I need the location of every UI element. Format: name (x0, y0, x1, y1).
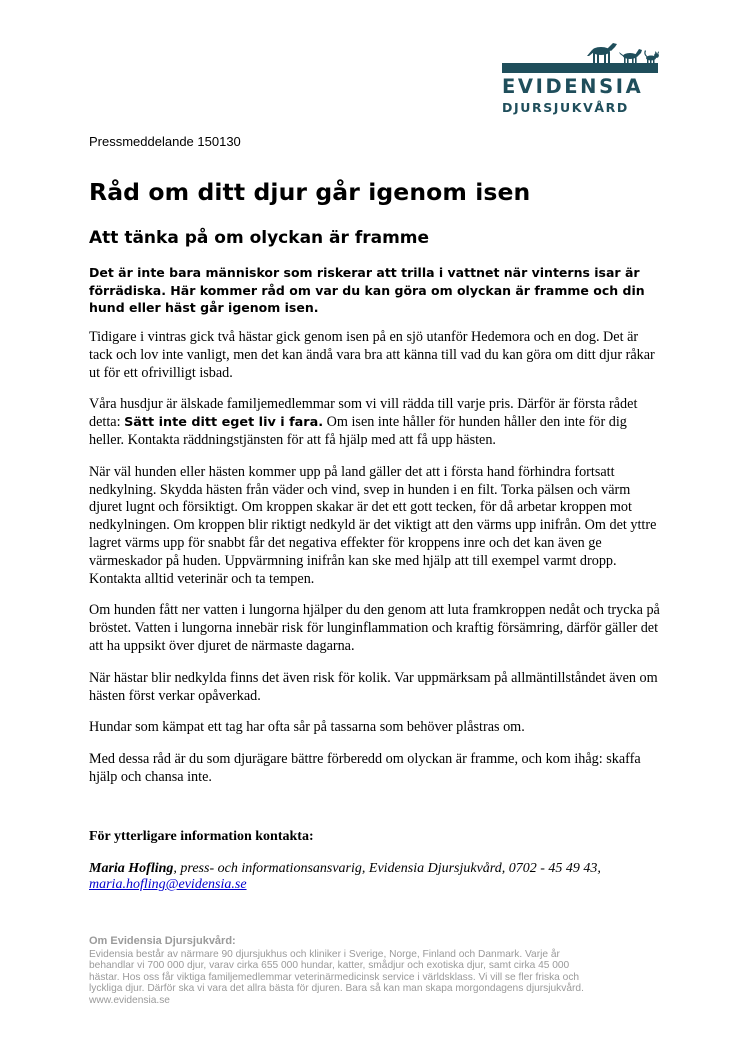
lead-paragraph: Det är inte bara människor som riskerar att trilla i vattnet när vinterns isar är förrädiska. Här kommer råd om var du kan göra om olyckan är framme och din hund eller häst går igenom isen. (89, 265, 645, 315)
page-title: Råd om ditt djur går igenom isen (89, 178, 531, 206)
footer-heading: Om Evidensia Djursjukvård: (89, 935, 236, 947)
contact-details: , press- och informationsansvarig, Evidensia Djursjukvård, 0702 - 45 49 43, (173, 861, 601, 876)
footer-line: lyckliga djur. Därför ska vi vara det allra bästa för djuren. Bara så kan man skapa morgondagens djursjukvård. (89, 983, 584, 995)
footer-url[interactable]: www.evidensia.se (89, 994, 170, 1006)
footer-line: behandlar vi 700 000 djur, varav cirka 655 000 hundar, katter, smådjur och exotiska djur, samt cirka 45 000 (89, 960, 570, 972)
paragraph-3: När väl hunden eller hästen kommer upp på land gäller det att i första hand förhindra fortsatt nedkylning. Skydda hästen från väder och vind, svep in hunden i en filt. Torka pälsen och värm djuret lugnt och försiktigt. Om kroppen skakar är det ett gott tecken, för då arbetar kroppen mot nedkylningen. Om kroppen blir riktigt nedkyld är det viktigt att den värms upp inifrån. Om det yttre lagret värms upp för snabbt får det negativa effekter för kroppens inre och det kan även ge värmeskador på huden. Uppvärmning inifrån kan ske med hjälp att till exempel varmt dropp. Kontakta alltid veterinär och ta tempen. (89, 463, 657, 587)
page-subtitle: Att tänka på om olyckan är framme (89, 228, 430, 248)
article-body (89, 329, 661, 801)
contact-heading: För ytterligare information kontakta: (89, 829, 314, 844)
contact-email-link[interactable]: maria.hofling@evidensia.se (89, 877, 247, 892)
footer-about (89, 936, 659, 1007)
paragraph-4: Om hunden fått ner vatten i lungorna hjälper du den genom att luta framkroppen nedåt och trycka på bröstet. Vatten i lungorna innebär risk för lunginflammation och kraftig försämring, därför gäller det att ha uppsikt över djuret de närmaste dagarna. (89, 602, 660, 654)
paragraph-1: Tidigare i vintras gick två hästar gick genom isen på en sjö utanför Hedemora och en dog. Det är tack och lov inte vanligt, men det kan ändå vara bra att känna till vad du kan göra om ditt djur råkar ut för ett ofrivilligt isbad. (89, 329, 655, 381)
footer-line: Evidensia består av närmare 90 djursjukhus och kliniker i Sverige, Norge, Finland och Danmark. Varje år (89, 948, 560, 960)
paragraph-2-rest: Om isen inte håller för hunden håller den inte för dig heller. Kontakta räddningstjänsten för att få hjälp med att få upp hästen. (89, 414, 627, 448)
contact-name: Maria Hofling (89, 861, 174, 876)
paragraph-5: När hästar blir nedkylda finns det även risk för kolik. Var uppmärksam på allmäntillståndet även om hästen först verkar opåverkad. (89, 669, 658, 704)
paragraph-2 (89, 396, 661, 449)
footer-line: hästar. Hos oss får viktiga familjemedlemmar veterinärmedicinsk service i världsklass. Vi vill se fler friska och (89, 971, 580, 983)
paragraph-2-intro: Våra husdjur är älskade familjemedlemmar som vi vill rädda till varje pris. Därför är första rådet detta: (89, 396, 638, 431)
paragraph-7: Med dessa råd är du som djurägare bättre förberedd om olyckan är framme, och kom ihåg: skaffa hjälp och chansa inte. (89, 751, 641, 785)
logo-bar (502, 63, 658, 73)
contact-info (89, 861, 659, 893)
logo-brand-name: EVIDENSIA (502, 75, 644, 98)
paragraph-6: Hundar som kämpat ett tag har ofta sår på tassarna som behöver plåstras om. (89, 719, 525, 736)
logo-brand-sub: DJURSJUKVÅRD (502, 100, 629, 115)
paragraph-2-emphasis: Sätt inte ditt eget liv i fara. (124, 415, 324, 431)
press-release-label: Pressmeddelande 150130 (89, 134, 241, 149)
